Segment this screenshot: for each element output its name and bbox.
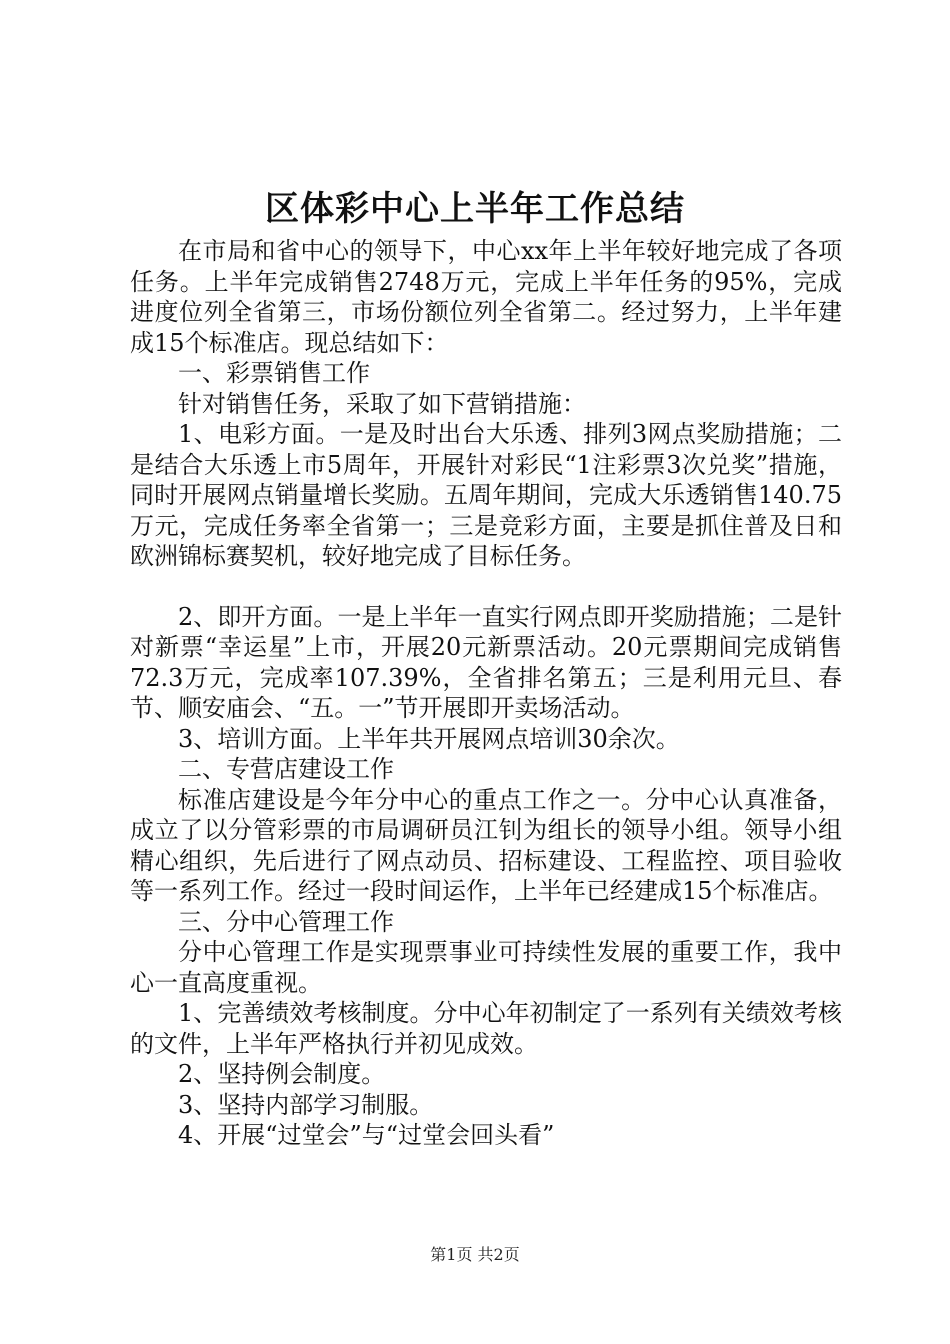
section-heading-store-construction: 二、专营店建设工作 <box>178 755 394 783</box>
paragraph-training: 3、培训方面。上半年共开展网点培训30余次。 <box>178 724 680 753</box>
document-title: 区体彩中心上半年工作总结 <box>265 189 685 229</box>
page-number-footer: 第1页 共2页 <box>430 1245 520 1264</box>
document-body <box>130 236 842 1151</box>
section-heading-center-management: 三、分中心管理工作 <box>178 907 394 936</box>
paragraph-regular-meetings: 2、坚持例会制度。 <box>178 1060 386 1088</box>
intro-paragraph: 在市局和省中心的领导下，中心xx年上半年较好地完成了各项任务。上半年完成销售2748万元，完成上半年任务的95%，完成进度位列全省第三，市场份额位列全省第二。经过努力，上半年建成15个标准店。现总结如下： <box>130 237 842 357</box>
paragraph-internal-study: 3、坚持内部学习制服。 <box>178 1090 434 1119</box>
section-heading-lottery-sales: 一、彩票销售工作 <box>178 359 370 387</box>
paragraph-electronic-lottery: 1、电彩方面。一是及时出台大乐透、排列3网点奖励措施；二是结合大乐透上市5周年，开展针对彩民“1注彩票3次兑奖”措施，同时开展网点销量增长奖励。五周年期间，完成大乐透销售140.75万元，完成任务率全省第一；三是竞彩方面，主要是抓住普及日和欧洲锦标赛契机，较好地完成了目标任务。 <box>130 420 842 570</box>
paragraph-review-meetings: 4、开展“过堂会”与“过堂会回头看” <box>178 1121 555 1149</box>
paragraph-standard-store: 标准店建设是今年分中心的重点工作之一。分中心认真准备，成立了以分管彩票的市局调研员江钊为组长的领导小组。领导小组精心组织，先后进行了网点动员、招标建设、工程监控、项目验收等一系列工作。经过一段时间运作，上半年已经建成15个标准店。 <box>130 785 842 905</box>
paragraph-sales-measures: 针对销售任务，采取了如下营销措施： <box>178 389 586 418</box>
paragraph-management-intro: 分中心管理工作是实现票事业可持续性发展的重要工作，我中心一直高度重视。 <box>130 938 842 997</box>
paragraph-instant-lottery: 2、即开方面。一是上半年一直实行网点即开奖励措施；二是针对新票“幸运星”上市，开展20元新票活动。20元票期间完成销售72.3万元，完成率107.39%，全省排名第五；三是利用元旦、春节、顺安庙会、“五。一”节开展即开卖场活动。 <box>130 602 842 722</box>
paragraph-performance-review: 1、完善绩效考核制度。分中心年初制定了一系列有关绩效考核的文件，上半年严格执行并初见成效。 <box>130 999 842 1058</box>
